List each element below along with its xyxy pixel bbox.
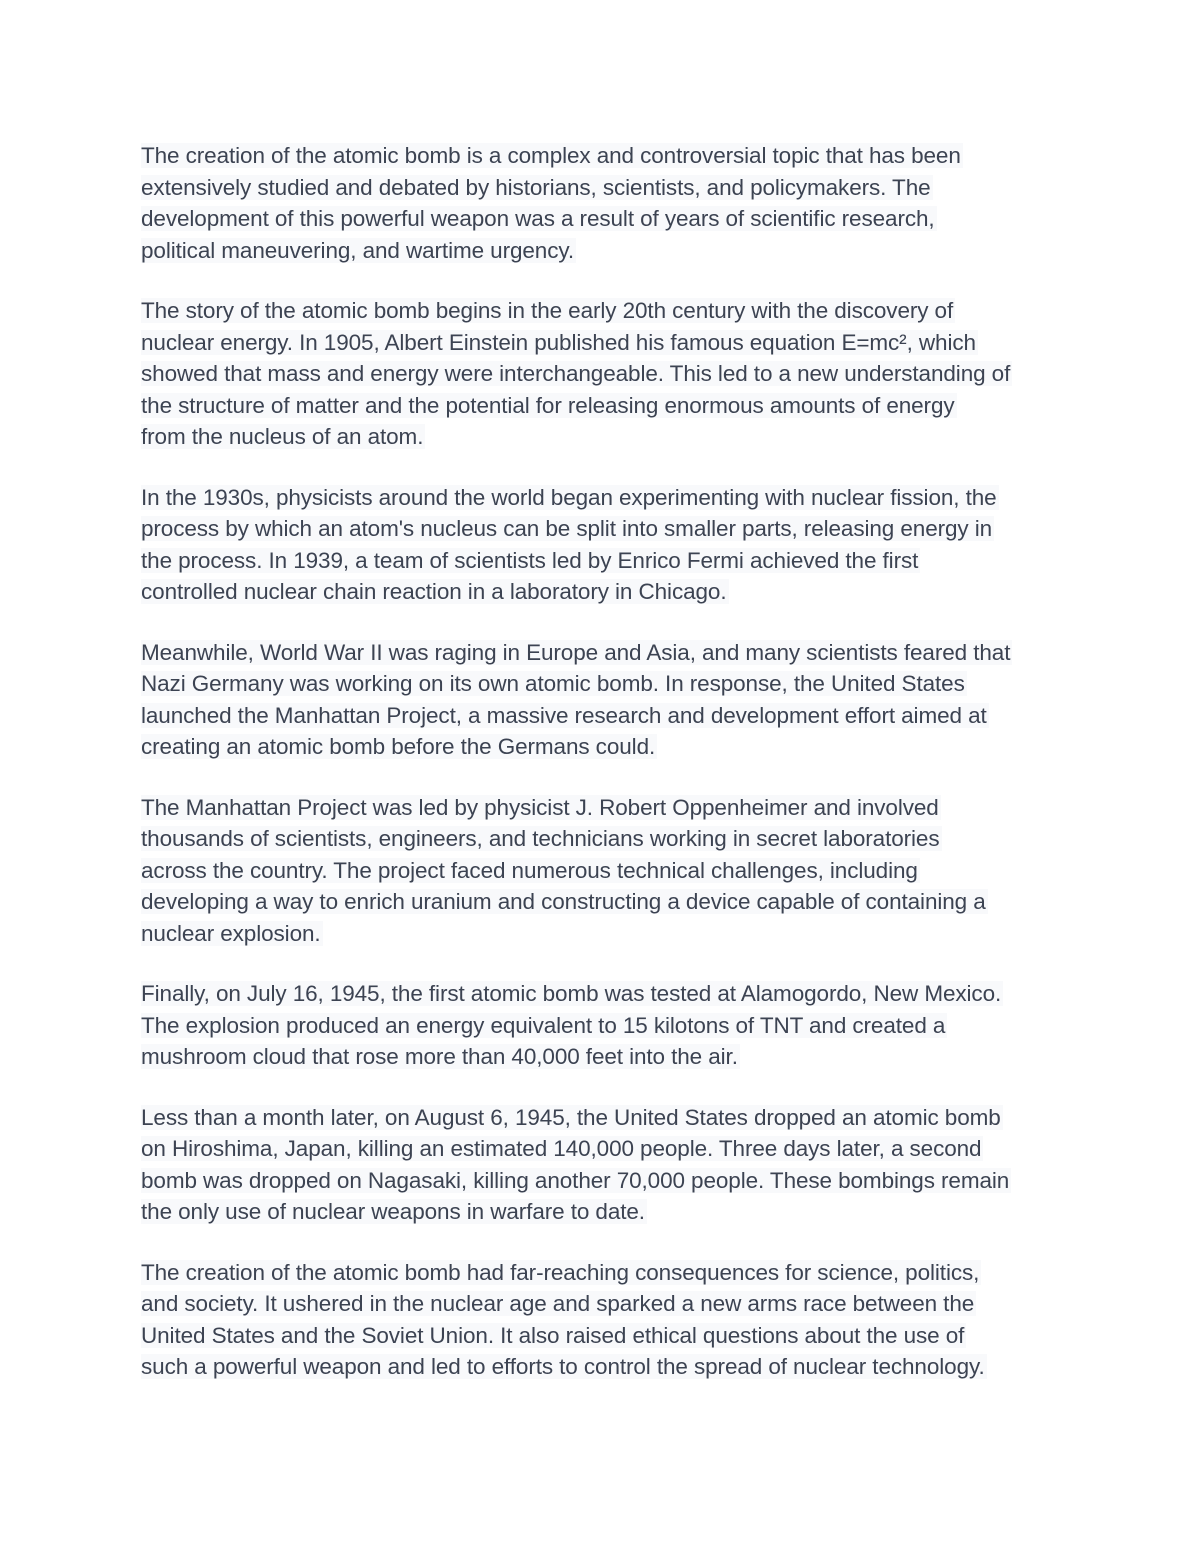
paragraph-4	[141, 637, 1066, 763]
paragraph-1	[141, 140, 1066, 266]
text-line: The explosion produced an energy equivalent to 15 kilotons of TNT and created a	[141, 1012, 946, 1038]
text-line: The creation of the atomic bomb is a complex and controversial topic that has been	[141, 143, 961, 168]
text-line: across the country. The project faced numerous technical challenges, including	[141, 857, 918, 883]
text-line: from the nucleus of an atom.	[141, 424, 424, 449]
text-line: Nazi Germany was working on its own atomic bomb. In response, the United States	[141, 671, 965, 696]
text-line: Meanwhile, World War II was raging in Europe and Asia, and many scientists feared that	[141, 639, 1011, 665]
paragraph-3	[141, 482, 1066, 608]
text-line: the only use of nuclear weapons in warfare to date.	[141, 1199, 645, 1224]
text-line: The Manhattan Project was led by physicist J. Robert Oppenheimer and involved	[141, 794, 939, 820]
text-line: nuclear explosion.	[141, 920, 321, 946]
text-line: launched the Manhattan Project, a massive research and development effort aimed at	[141, 702, 987, 728]
text-line: thousands of scientists, engineers, and technicians working in secret laboratories	[141, 826, 940, 851]
text-line: creating an atomic bomb before the Germans could.	[141, 734, 656, 759]
text-line: the process. In 1939, a team of scientists led by Enrico Fermi achieved the first	[141, 547, 919, 573]
text-line: developing a way to enrich uranium and constructing a device capable of containing a	[141, 889, 986, 914]
text-line: development of this powerful weapon was a result of years of scientific research,	[141, 206, 935, 231]
text-line: nuclear energy. In 1905, Albert Einstein published his famous equation E=mc², which	[141, 329, 976, 355]
paragraph-5	[141, 792, 1066, 950]
text-line: political maneuvering, and wartime urgency.	[141, 237, 575, 263]
text-line: extensively studied and debated by historians, scientists, and policymakers. The	[141, 174, 931, 200]
text-line: The creation of the atomic bomb had far-reaching consequences for science, politics,	[141, 1259, 980, 1285]
text-line: bomb was dropped on Nagasaki, killing another 70,000 people. These bombings remain	[141, 1167, 1010, 1193]
text-line: process by which an atom's nucleus can be split into smaller parts, releasing energy in	[141, 516, 993, 541]
text-line: mushroom cloud that rose more than 40,000 feet into the air.	[141, 1044, 738, 1069]
paragraph-7	[141, 1102, 1066, 1228]
text-line: such a powerful weapon and led to efforts to control the spread of nuclear technology.	[141, 1354, 985, 1379]
paragraph-6	[141, 978, 1066, 1073]
document-body	[141, 140, 1066, 1412]
text-line: the structure of matter and the potential for releasing enormous amounts of energy	[141, 392, 955, 418]
text-line: and society. It ushered in the nuclear age and sparked a new arms race between the	[141, 1291, 975, 1316]
text-line: United States and the Soviet Union. It also raised ethical questions about the use of	[141, 1322, 965, 1348]
text-line: on Hiroshima, Japan, killing an estimated 140,000 people. Three days later, a second	[141, 1136, 982, 1161]
text-line: controlled nuclear chain reaction in a laboratory in Chicago.	[141, 579, 727, 604]
text-line: In the 1930s, physicists around the world began experimenting with nuclear fission, the	[141, 484, 997, 510]
text-line: The story of the atomic bomb begins in the early 20th century with the discovery of	[141, 298, 954, 323]
text-line: showed that mass and energy were interchangeable. This led to a new understanding of	[141, 361, 1011, 386]
text-line: Finally, on July 16, 1945, the first atomic bomb was tested at Alamogordo, New Mexico.	[141, 981, 1002, 1006]
text-line: Less than a month later, on August 6, 1945, the United States dropped an atomic bomb	[141, 1104, 1001, 1130]
paragraph-2	[141, 295, 1066, 453]
paragraph-8	[141, 1257, 1066, 1383]
